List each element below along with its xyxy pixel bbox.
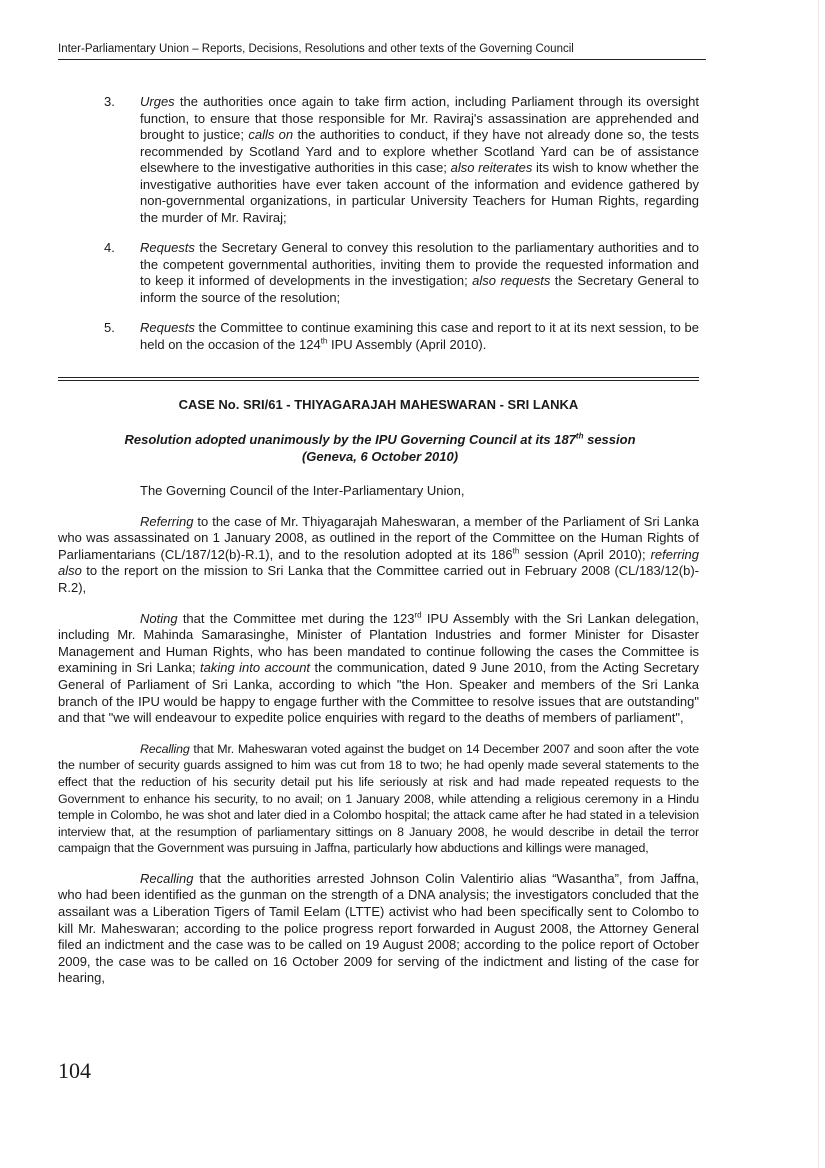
item-text-part: IPU Assembly (April 2010). (327, 336, 487, 352)
running-header: Inter-Parliamentary Union – Reports, Decisions, Resolutions and other texts of the Governing Council (58, 43, 574, 55)
paragraph-lead: Noting (140, 610, 178, 626)
item-number: 3. (104, 94, 115, 109)
numbered-items (58, 94, 699, 367)
item-text-part: the Committee to continue examining this case and report to it at its next session, to be held on the occasion of the 124 (140, 320, 699, 352)
paragraph-recalling-2 (58, 871, 699, 987)
paragraph-text: that Mr. Maheswaran voted against the budget on 14 December 2007 and soon after the vote the number of security guards assigned to him was cut from 18 to two; he had openly made several statements to the effect that the reduction of his security detail put his life seriously at risk and had made repeated requests to the Government to enhance his security, to no avail; on 1 January 2008, while attending a religious ceremony in a Hindu temple in Colombo, he was shot and later died in a Colombo hospital; the attack came after he had stated in a television interview that, at the resumption of parliamentary sittings on 8 January 2008, he would describe in detail the terror campaign that the Government was pursuing in Jaffna, particularly how abductions and killings were managed, (58, 741, 699, 856)
numbered-item-5 (58, 320, 699, 353)
paragraph-lead: referring also (58, 546, 699, 579)
paragraph-lead: Recalling (140, 870, 194, 886)
item-lead: Urges (140, 94, 175, 109)
numbered-item-3 (58, 94, 699, 226)
paragraph-noting (58, 611, 699, 727)
item-text-part: the authorities to conduct, if they have not already done so, the tests recommended by Scotland Yard and to explore whether Scotland Yard can be of assistance elsewhere to the investigative authorities in this case; (140, 127, 700, 175)
opening-paragraph: The Governing Council of the Inter-Parliamentary Union, (140, 483, 465, 498)
resolution-heading (90, 431, 670, 465)
resolution-text: session (583, 432, 636, 447)
paragraph-lead: Referring (140, 513, 194, 529)
item-number: 4. (104, 240, 115, 255)
scan-edge (818, 0, 819, 1168)
item-text (140, 94, 699, 226)
ordinal-suffix: th (512, 546, 520, 556)
paragraph-lead: taking into account (200, 660, 311, 676)
item-text (140, 320, 699, 353)
item-text (140, 240, 699, 306)
page-number: 104 (58, 1058, 91, 1083)
paragraph-text: that the Committee met during the 123 (177, 610, 415, 626)
item-lead: calls on (248, 127, 294, 142)
item-text-part: the Secretary General to convey this resolution to the parliamentary authorities and to the competent governmental authorities, inviting them to provide the requested information and to keep it informed of developments in the investigation; (140, 240, 699, 288)
item-lead: also requests (472, 273, 551, 288)
item-lead: Requests (140, 240, 195, 255)
ordinal-suffix: th (320, 336, 328, 346)
ordinal-suffix: rd (414, 610, 422, 620)
numbered-item-4 (58, 240, 699, 306)
item-number: 5. (104, 320, 115, 335)
case-title: CASE No. SRI/61 - THIYAGARAJAH MAHESWARAN - SRI LANKA (178, 397, 579, 412)
paragraph-lead: Recalling (140, 741, 190, 756)
ordinal-suffix: th (575, 431, 584, 441)
item-text-part: its wish to know whether the investigative authorities have ever taken account of the information and evidence gathered by non-governmental organizations, in particular University Teachers for Human Rights, regarding the murder of Mr. Raviraj; (140, 160, 699, 225)
resolution-text: Resolution adopted unanimously by the IPU Governing Council at its 187 (124, 432, 576, 447)
resolution-line-2: (Geneva, 6 October 2010) (301, 449, 459, 464)
item-text-part: the authorities once again to take firm action, including Parliament through its oversight function, to ensure that those responsible for Mr. Raviraj's assassination are apprehended and brought to justice; (140, 94, 699, 142)
paragraph-text: to the report on the mission to Sri Lanka that the Committee carried out in February 2008 (CL/183/12(b)-R.2), (58, 563, 699, 595)
item-text-part: the Secretary General to inform the source of the resolution; (140, 273, 699, 305)
paragraph-recalling-1 (58, 741, 699, 857)
paragraph-text: to the case of Mr. Thiyagarajah Maheswaran, a member of the Parliament of Sri Lanka who was assassinated on 1 January 2008, as outlined in the report of the Committee on the Human Rights of Parliamentarians (CL/187/12(b)-R.1), and to the resolution adopted at its 186 (58, 513, 699, 562)
paragraph-text: session (April 2010); (519, 546, 651, 562)
resolution-line-1 (90, 431, 670, 448)
header-rule (58, 59, 706, 60)
paragraph-text: IPU Assembly with the Sri Lankan delegation, including Mr. Mahinda Samarasinghe, Minister of Plantation Industries and former Minister for Disaster Management and Human Rights, who has been mandated to continue following the cases the Committee is examining in Sri Lanka; (58, 610, 699, 676)
item-lead: Requests (140, 320, 195, 335)
paragraph-referring (58, 514, 699, 597)
case-divider (58, 377, 699, 381)
item-lead: also reiterates (450, 160, 533, 175)
paragraph-text: the communication, dated 9 June 2010, from the Acting Secretary General of Parliament of Sri Lanka, according to which "the Hon. Speaker and members of the Sri Lanka branch of the IPU would be happy to engage further with the Committee to resolve issues that are outstanding" and that "we will endeavour to expedite police enquiries with regard to the deaths of members of parliament", (58, 660, 700, 726)
resolution-body (58, 483, 699, 1001)
paragraph-text: that the authorities arrested Johnson Colin Valentirio alias “Wasantha”, from Jaffna, who had been identified as the gunman on the strength of a DNA analysis; the investigators concluded that the assailant was a Liberation Tigers of Tamil Eelam (LTTE) activist who had been specifically sent to Colombo to kill Mr. Maheswaran; according to the police progress report forwarded in August 2008, the Attorney General filed an indictment and the case was to be called on 19 August 2008; according to the police report of October 2009, the case was to be called on 16 October 2009 for serving of the indictment and listing of the case for hearing, (58, 870, 699, 986)
